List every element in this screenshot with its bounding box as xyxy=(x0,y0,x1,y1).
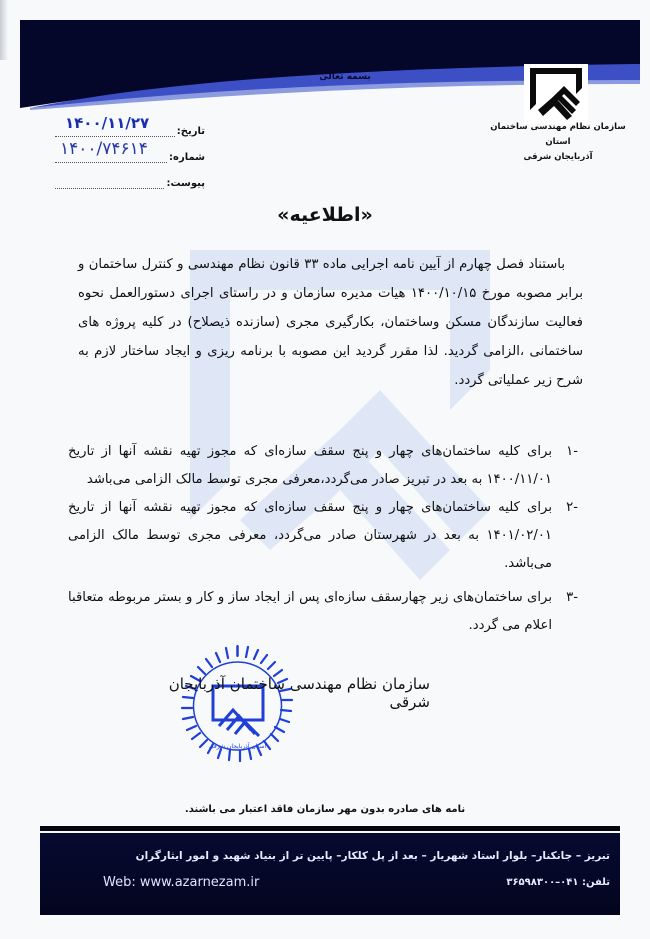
footer-band xyxy=(40,833,620,915)
footer-website-link[interactable]: Web: www.azarnezam.ir xyxy=(103,875,260,890)
signature-org: سازمان نظام مهندسی ساختمان آذربایجان شرقی xyxy=(168,675,430,711)
number-row xyxy=(55,138,205,170)
provisions-list xyxy=(68,438,578,640)
number-value: ۱۴۰۰/۷۴۶۱۴ xyxy=(60,138,148,159)
letter-meta xyxy=(55,113,205,196)
body-paragraph: باستناد فصل چهارم از آیین نامه اجرایی ماده ۳۳ قانون نظام مهندسی و کنترل ساختمان و برابر مصوبه مورخ ۱۴۰۰/۱۰/۱۵ هیات مدیره سازمان و در راستای اجرای دستورالعمل نحوه فعالیت سازندگان مسکن وساختمان، بکارگیری مجری (سازنده ذیصلاح) در کلیه پروژه های ساختمانی ،الزامی گردید. لذا مقرر گردید این مصوبه با برنامه ریزی و ایجاد ساختار لازم به شرح زیر عملیاتی گردد. xyxy=(78,257,583,388)
date-label: تاریخ: xyxy=(176,125,205,137)
bismillah-heading: بسمه تعالی xyxy=(319,72,371,82)
list-item-text: برای ساختمان‌های زیر چهارسقف سازه‌ای پس از ایجاد ساز و کار و بستر مربوطه متعاقبا اعلام می گردد. xyxy=(68,590,552,633)
list-item-text: برای کلیه ساختمان‌های چهار و پنج سقف سازه‌ای که مجوز تهیه نقشه آنها از تاریخ ۱۴۰۱/۰۲/۰۱ به بعد در شهرستان صادر می‌گردد، معرفی مجری توسط مالک الزامی می‌باشد. xyxy=(68,500,552,571)
notice-title: «اطلاعیه» xyxy=(277,204,373,226)
footer-phone: تلفن: ۰۴۱–۳۶۵۹۸۳۰۰ xyxy=(506,877,610,888)
number-line xyxy=(55,138,167,163)
footer-address: تبریز – جانکنار– بلوار استاد شهریار – بعد از پل کلکار– پایین تر از بنیاد شهید و امور ایثارگران xyxy=(135,850,610,862)
list-item-number: -۲ xyxy=(566,500,578,515)
org-name xyxy=(488,120,628,165)
date-line xyxy=(55,113,175,137)
scan-edge-shadow xyxy=(0,0,8,60)
attachment-label: پیوست: xyxy=(166,177,205,189)
org-logo-icon xyxy=(524,64,588,124)
stamp-bottom-text: استان آذربایجان شرقی xyxy=(208,743,267,750)
org-name-line2: آذربایجان شرقی xyxy=(523,152,593,162)
list-item xyxy=(68,584,578,640)
list-item xyxy=(68,438,578,494)
list-item-number: -۳ xyxy=(566,590,578,605)
list-item-text: برای کلیه ساختمان‌های چهار و پنج سقف سازه‌ای که مجوز تهیه نقشه آنها از تاریخ ۱۴۰۰/۱۱/۰۱ به بعد در تبریز صادر می‌گردد،معرفی مجری توسط مالک الزامی می‌باشد xyxy=(68,444,552,487)
attachment-line xyxy=(55,178,164,189)
org-name-line1: سازمان نظام مهندسی ساختمان استان xyxy=(490,122,626,147)
notice-body xyxy=(78,250,583,395)
attachment-row xyxy=(55,170,205,196)
list-item xyxy=(68,494,578,578)
footer-divider xyxy=(40,826,620,831)
number-label: شماره: xyxy=(169,151,205,163)
validity-note: نامه های صادره بدون مهر سازمان فاقد اعتبار می باشند. xyxy=(184,804,466,815)
date-value: ۱۴۰۰/۱۱/۲۷ xyxy=(65,113,150,132)
list-item-number: -۱ xyxy=(566,444,578,459)
